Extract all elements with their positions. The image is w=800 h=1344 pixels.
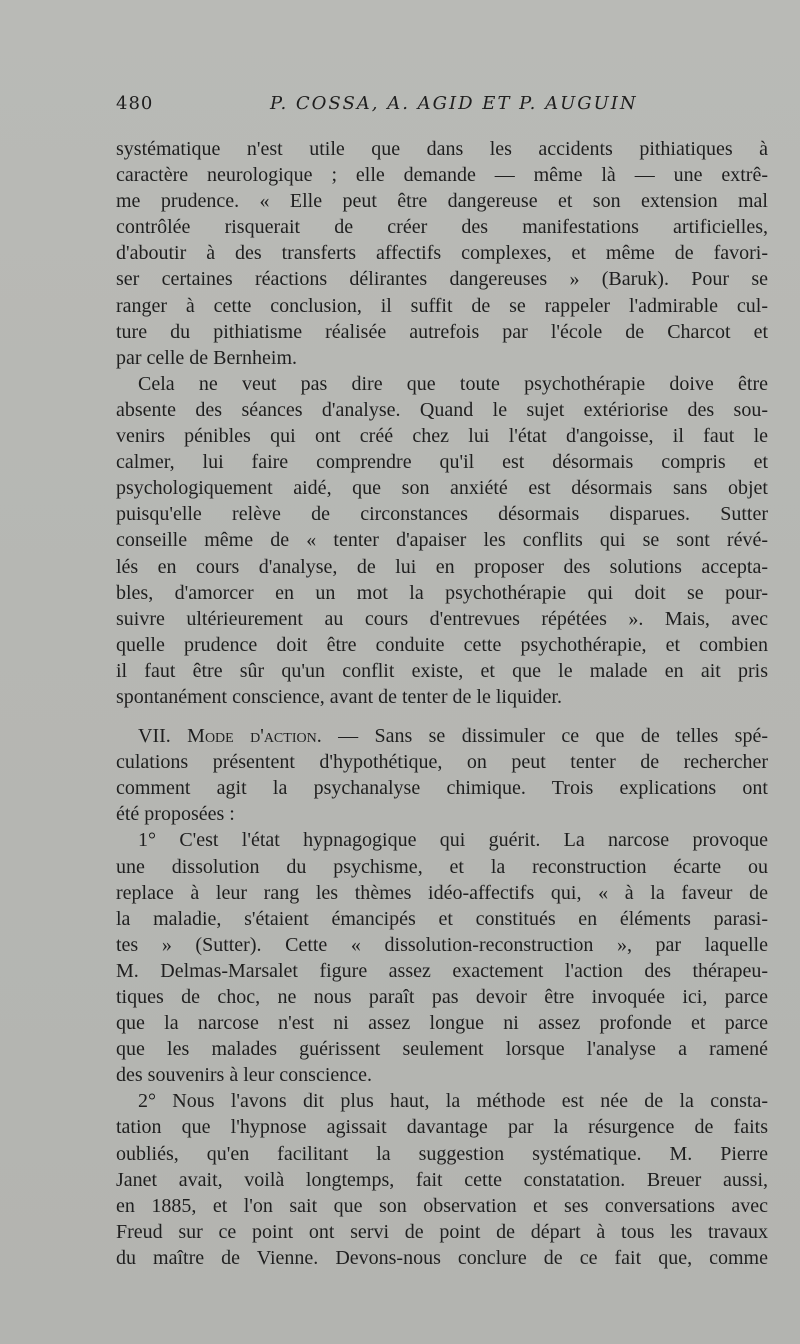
text-line: Janet avait, voilà longtemps, fait cette constatation. Breuer aussi, <box>116 1168 768 1191</box>
text-line: des souvenirs à leur conscience. <box>116 1064 373 1087</box>
section-title: Mode d'action. <box>187 725 322 748</box>
page-header <box>116 93 768 119</box>
text-line: été proposées : <box>116 803 235 826</box>
running-head: P. COSSA, A. AGID ET P. AUGUIN <box>270 93 638 114</box>
text-line: conseille même de « tenter d'apaiser les conflits qui se sont révé- <box>116 529 768 552</box>
text-line: tiques de choc, ne nous paraît pas devoir être invoquée ici, parce <box>116 986 768 1008</box>
text-line: quelle prudence doit être conduite cette psychothérapie, et combien <box>116 633 768 656</box>
section-first-line-text: — Sans se dissimuler ce que de telles spé- <box>321 725 769 748</box>
text-line: psychologiquement aidé, que son anxiété est désormais sans objet <box>116 477 768 500</box>
text-line: du maître de Vienne. Devons-nous conclure de ce fait que, comme <box>116 1246 768 1269</box>
paragraph-3 <box>116 723 768 827</box>
text-line: puisqu'elle relève de circonstances désormais disparues. Sutter <box>116 503 768 526</box>
text-line: ranger à cette conclusion, il suffit de se rappeler l'admirable cul- <box>116 294 768 317</box>
text-line: la maladie, s'étaient émancipés et constitués en éléments parasi- <box>116 907 768 930</box>
text-line: comment agit la psychanalyse chimique. Trois explications ont <box>116 777 768 800</box>
text-line: venirs pénibles qui ont créé chez lui l'état d'angoisse, il faut le <box>116 425 768 448</box>
text-line: caractère neurologique ; elle demande — même là — une extrê- <box>116 164 768 187</box>
text-line: bles, d'amorcer en un mot la psychothérapie qui doit se pour- <box>116 581 768 604</box>
text-line: M. Delmas-Marsalet figure assez exactement l'action des thérapeu- <box>116 959 768 982</box>
text-line: 1° C'est l'état hypnagogique qui guérit. La narcose provoque <box>138 829 768 852</box>
text-line: par celle de Bernheim. <box>116 346 298 369</box>
section-heading-line <box>116 723 768 749</box>
text-line: lés en cours d'analyse, de lui en proposer des solutions accepta- <box>116 555 768 578</box>
text-line: ture du pithiatisme réalisée autrefois par l'école de Charcot et <box>116 320 768 343</box>
page-number: 480 <box>116 93 154 114</box>
text-line: culations présentent d'hypothétique, on peut tenter de rechercher <box>116 751 768 774</box>
text-line: contrôlée risquerait de créer des manifestations artificielles, <box>116 216 768 239</box>
text-line: en 1885, et l'on sait que son observation et ses conversations avec <box>116 1194 768 1217</box>
text-line: Cela ne veut pas dire que toute psychothérapie doive être <box>138 372 768 395</box>
text-line: une dissolution du psychisme, et la reconstruction écarte ou <box>116 855 768 878</box>
text-line: systématique n'est utile que dans les accidents pithiatiques à <box>116 138 768 160</box>
text-line: Freud sur ce point ont servi de point de départ à tous les travaux <box>116 1220 768 1243</box>
text-line: suivre ultérieurement au cours d'entrevues répétées ». Mais, avec <box>116 607 768 630</box>
body-text <box>116 136 768 1271</box>
text-line: 2° Nous l'avons dit plus haut, la méthode est née de la consta- <box>138 1090 768 1113</box>
text-line: tes » (Sutter). Cette « dissolution-reconstruction », par laquelle <box>116 933 768 956</box>
text-line: tation que l'hypnose agissait davantage par la résurgence de faits <box>116 1116 768 1139</box>
text-line: ser certaines réactions délirantes dangereuses » (Baruk). Pour se <box>116 268 768 291</box>
text-line: calmer, lui faire comprendre qu'il est désormais compris et <box>116 451 768 474</box>
text-line: d'aboutir à des transferts affectifs complexes, et même de favori- <box>116 242 768 265</box>
section-number: VII. <box>138 725 171 748</box>
section-gap <box>116 710 768 723</box>
text-line: replace à leur rang les thèmes idéo-affectifs qui, « à la faveur de <box>116 881 768 904</box>
text-line: me prudence. « Elle peut être dangereuse et son extension mal <box>116 190 768 213</box>
text-line: que les malades guérissent seulement lorsque l'analyse a ramené <box>116 1038 768 1061</box>
paragraph-1 <box>116 136 768 371</box>
text-line: que la narcose n'est ni assez longue ni assez profonde et parce <box>116 1012 768 1035</box>
paragraph-5 <box>116 1088 768 1271</box>
text-line: absente des séances d'analyse. Quand le sujet extériorise des sou- <box>116 398 768 421</box>
text-line: spontanément conscience, avant de tenter de le liquider. <box>116 685 562 708</box>
paragraph-2 <box>116 371 768 710</box>
paragraph-4 <box>116 827 768 1088</box>
text-line: il faut être sûr qu'un conflit existe, et que le malade en ait pris <box>116 659 768 682</box>
text-line: oubliés, qu'en facilitant la suggestion systématique. M. Pierre <box>116 1142 768 1165</box>
